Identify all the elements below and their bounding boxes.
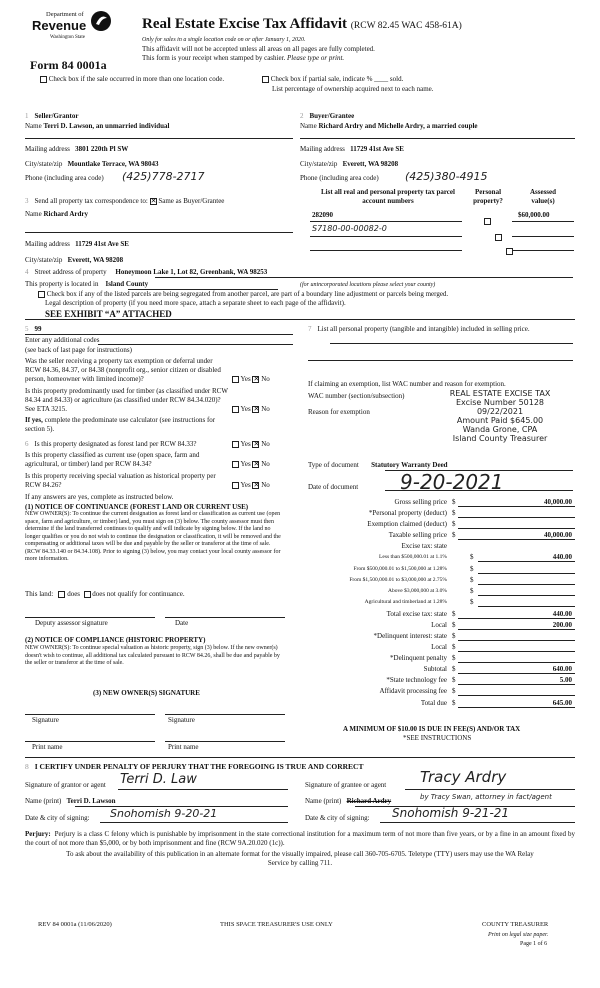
buyer-name-row	[300, 122, 478, 131]
tax-row-label: Excise tax: state	[401, 542, 447, 550]
sec5-code-row	[25, 325, 42, 334]
sec6-q3: Is this property receiving special valuation as historical property per RCW 84.26?	[25, 472, 216, 489]
does-not-label: does not qualify for continuance.	[92, 590, 185, 598]
yes-label: Yes	[240, 481, 251, 489]
sec5-q1-no-checkbox[interactable]	[252, 376, 259, 383]
perjury-block	[25, 830, 575, 848]
any-answers-yes: If any answers are yes, complete as instructed below.	[25, 493, 174, 501]
buyer-phone-row	[300, 174, 379, 183]
sec3-name-label: Name	[25, 210, 42, 218]
seller-name-label: Name	[25, 122, 42, 130]
perjury-label: Perjury:	[25, 830, 51, 838]
buyer-name[interactable]: Richard Ardry and Michelle Ardry, a married couple	[318, 122, 478, 130]
tax-row-dollar: $	[452, 531, 456, 539]
deputy-sig-label: Deputy assessor signature	[35, 619, 108, 627]
tax-row-value[interactable]: 40,000.00	[544, 498, 572, 506]
sec8-num: 8	[25, 762, 29, 771]
tax-row-dollar: $	[452, 665, 456, 673]
does-not-checkbox[interactable]	[84, 591, 91, 598]
this-land-label: This land:	[25, 590, 54, 598]
grantee-signature[interactable]: Tracy Ardry	[420, 768, 507, 786]
codes-label: Enter any additional codes	[25, 336, 100, 344]
footer-legal: Print on legal size paper.	[488, 932, 549, 938]
sec4-num: 4	[25, 268, 29, 276]
tax-row-dollar: $	[452, 676, 456, 684]
tax-row-value[interactable]: 40,000.00	[544, 531, 572, 539]
tax-row-value[interactable]: 5.00	[559, 676, 572, 684]
tax-row-label: Above $3,000,000 at 3.0%	[388, 588, 447, 594]
tax-row-label: Taxable selling price	[388, 531, 447, 539]
no-label: No	[261, 375, 270, 383]
tax-row-line	[458, 640, 575, 641]
sec6-q2-yes-checkbox[interactable]	[232, 461, 239, 468]
see-instructions: *SEE INSTRUCTIONS	[403, 734, 472, 742]
minimum-note: A MINIMUM OF $10.00 IS DUE IN FEE(S) AND/OR TAX	[343, 725, 521, 733]
located-label: This property is located in	[25, 280, 99, 288]
seller-phone-label: Phone (including area code)	[25, 174, 104, 182]
form-number: Form 84 0001a	[30, 58, 107, 72]
seller-name[interactable]: Terri D. Lawson, an unmarried individual	[43, 122, 170, 130]
yes-label: Yes	[240, 405, 251, 413]
legal-desc-label: Legal description of property (if you need more space, attach a separate sheet to each page of the affidavit).	[45, 299, 346, 307]
parcel-2[interactable]: S7180-00-00082-0	[312, 224, 387, 233]
sig2-label: Signature	[168, 716, 195, 724]
sec2-heading	[300, 112, 354, 121]
property-address[interactable]: Honeymoon Lake 1, Lot 82, Greenbank, WA 98253	[115, 268, 268, 276]
grantee-name[interactable]: Richard Ardry	[346, 797, 392, 805]
multi-location-label: Check box if the sale occurred in more than one location code.	[48, 75, 225, 83]
stamp-line5: Wanda Grone, CPA	[462, 425, 538, 434]
tax-row-line	[458, 651, 575, 652]
this-land-row	[25, 590, 185, 599]
sec5-num: 5	[25, 325, 29, 333]
buyer-city-row	[300, 160, 398, 169]
exemption-claim: If claiming an exemption, list WAC number and reason for exemption.	[308, 380, 506, 388]
tax-row-label: Local	[431, 643, 447, 651]
tax-row-label: From $500,000.01 to $1,500,000 at 1.28%	[353, 566, 447, 572]
ifyes-text: complete the predominate use calculator (see instructions for section 5).	[25, 416, 216, 433]
sec6-q1	[25, 440, 197, 449]
see-last-page: (see back of last page for instructions)	[25, 346, 132, 354]
buyer-name-label: Name	[300, 122, 317, 130]
stamp-line2: Excise Number 50128	[455, 398, 545, 407]
notice1-body: NEW OWNER(S): To continue the current designation as forest land or classification as current use (open space, farm and agriculture, or timber) land, you must sign on (3) below. The county assessor must then determine if the land transferred continues to qualify and will indicate by signing below. If the land no longer qualifies or you do not wish to continue the designation or classification, it will be removed and the compensating or additional taxes will be due and payable by the seller or transferor at the time of sale. (RCW 84.33.140 or 84.34.108). Prior to signing (3) below, you may contact your local county assessor for more information.	[25, 511, 281, 562]
buyer-phone-label: Phone (including area code)	[300, 174, 379, 182]
tax-row-line	[478, 573, 575, 574]
seller-city-row	[25, 160, 158, 169]
seller-mail-label: Mailing address	[25, 145, 70, 153]
footer-page: Page 1 of 6	[520, 941, 548, 947]
unincorp-note: (for unincorporated locations please select your county)	[300, 282, 436, 288]
sec3-row	[25, 197, 224, 206]
no-label: No	[261, 481, 270, 489]
seller-city[interactable]: Mountlake Terrace, WA 98043	[67, 160, 159, 168]
logo-dept: Department of	[46, 11, 84, 18]
stamp-line3: 09/22/2021	[476, 407, 524, 416]
tax-row-line	[458, 662, 575, 663]
segregated-label: Check box if any of the listed parcels are being segregated from another parcel, are part of a boundary line adjustment or parcels being merged.	[46, 290, 449, 298]
sec4-address-row	[25, 268, 267, 277]
assessed-1[interactable]: $60,000.00	[518, 211, 550, 219]
parcel-header: List all real and personal property tax parcel account numbers	[321, 188, 455, 205]
sec3-num: 3	[25, 197, 29, 205]
title-rcw: (RCW 82.45 WAC 458-61A)	[350, 21, 462, 31]
grantor-name-label: Name (print)	[25, 797, 62, 805]
tax-row-dollar: $	[470, 553, 474, 561]
reason-label: Reason for exemption	[308, 408, 370, 416]
tax-row-line	[458, 517, 575, 518]
new-owner-sig-title: (3) NEW OWNER(S) SIGNATURE	[93, 689, 200, 697]
buyer-city[interactable]: Everett, WA 98208	[342, 160, 399, 168]
seller-phone[interactable]: (425)778-2717	[122, 170, 205, 183]
buyer-mail-label: Mailing address	[300, 145, 345, 153]
tax-row-dollar: $	[470, 587, 474, 595]
perjury-text: Perjury is a class C felony which is punishable by imprisonment in the state correctional institution for a maximum term of not more than five years, or by a fine in an amount fixed by the court of not more than $5,000, or by both imprisonment and fine (RCW 9A.20.020 (1c)).	[25, 830, 575, 847]
notice2-body: NEW OWNER(S): To continue special valuation as historic property, sign (3) below. If the new owner(s) doesn't wish to continue, all additional tax calculated pursuant to RCW 84.26, shall be due and payable by the seller or transferor at the time of sale.	[25, 645, 280, 666]
print2-label: Print name	[168, 743, 199, 751]
header-sub2: This affidavit will not be accepted unless all areas on all pages are fully completed.	[142, 45, 375, 53]
footer-space: THIS SPACE TREASURER'S USE ONLY	[220, 921, 333, 928]
no-label: No	[261, 405, 270, 413]
wa-swoosh-icon	[90, 10, 112, 32]
tax-row-label: Less than $500,000.01 at 1.1%	[379, 554, 447, 560]
sec8-title-text: I CERTIFY UNDER PENALTY OF PERJURY THAT THE FOREGOING IS TRUE AND CORRECT	[34, 762, 364, 771]
tax-row-label: Subtotal	[423, 665, 447, 673]
header-sub1: Only for sales in a single location code on or after January 1, 2020.	[142, 37, 306, 43]
sec1-heading	[25, 112, 78, 121]
stamp-line1: REAL ESTATE EXCISE TAX	[449, 389, 551, 398]
sec4-located-row	[25, 280, 148, 289]
sec1-title: Seller/Grantor	[34, 112, 79, 120]
sec7-num: 7	[308, 325, 312, 333]
sec5-q2-yes-checkbox[interactable]	[232, 406, 239, 413]
doc-type[interactable]: Statutory Warranty Deed	[371, 461, 448, 469]
segregated-checkbox[interactable]	[38, 291, 45, 298]
wac-label: WAC number (section/subsection)	[308, 392, 405, 400]
tax-row-label: Local	[431, 621, 447, 629]
sec3-city-label: City/state/zip	[25, 256, 63, 264]
sec3-mail-row	[25, 240, 129, 249]
footer-rev: REV 84 0001a (11/06/2020)	[38, 921, 112, 928]
personal-header: Personal property?	[473, 188, 503, 205]
tax-row-dollar: $	[452, 498, 456, 506]
grantor-name-row	[25, 797, 116, 806]
yes-label: Yes	[240, 440, 251, 448]
sec6-q3-answer[interactable]	[232, 481, 270, 490]
header-sub3b: Please type or print.	[287, 54, 345, 62]
grantee-date-city[interactable]: Snohomish 9-21-21	[392, 806, 510, 820]
logo-revenue: Revenue	[32, 18, 87, 33]
buyer-phone[interactable]: (425)380-4915	[405, 170, 488, 183]
grantee-agent[interactable]: by Tracy Swan, attorney in fact/agent	[420, 793, 552, 801]
seller-mail[interactable]: 3801 220th Pl SW	[75, 145, 129, 153]
dor-logo	[30, 8, 116, 52]
tax-row-label: Total due	[420, 699, 447, 707]
tax-row-dollar: $	[452, 643, 456, 651]
personal-3-checkbox[interactable]	[506, 248, 513, 255]
sec6-q1-answer[interactable]	[232, 440, 270, 449]
sec6-q3-no-checkbox[interactable]	[252, 482, 259, 489]
footer-county: COUNTY TREASURER	[482, 921, 549, 928]
yes-label: Yes	[240, 460, 251, 468]
partial-sale-check[interactable]: Check box if partial sale, indicate % ____ sold.	[262, 75, 403, 84]
yes-label: Yes	[240, 375, 251, 383]
sec3-name[interactable]: Richard Ardry	[43, 210, 88, 218]
sec4-label: Street address of property	[34, 268, 107, 276]
sec3-city[interactable]: Everett, WA 98208	[67, 256, 124, 264]
sec6-q1-no-checkbox[interactable]	[252, 441, 259, 448]
tax-row-value[interactable]: 440.00	[552, 610, 572, 618]
list-percentage-note: List percentage of ownership acquired next to each name.	[272, 85, 434, 93]
tax-row-label: Affidavit processing fee	[379, 687, 447, 695]
grantor-date-city[interactable]: Snohomish 9-20-21	[110, 807, 218, 820]
grantee-sig-label: Signature of grantee or agent	[305, 781, 387, 789]
tax-row-label: *Delinquent interest: state	[373, 632, 447, 640]
ifyes-bold: If yes,	[25, 416, 43, 424]
tax-row-label: *State technology fee	[386, 676, 447, 684]
sec5-q1-yes-checkbox[interactable]	[232, 376, 239, 383]
tax-row-label: Agricultural and timberland at 1.28%	[364, 599, 447, 605]
sec6-q2: Is this property classified as current use (open space, farm and agricultural, or timber) land per RCW 84.34?	[25, 451, 200, 468]
header-sub3a: This form is your receipt when stamped by cashier.	[142, 54, 286, 62]
tax-row-label: *Personal property (deduct)	[368, 509, 447, 517]
sec5-q2-no-checkbox[interactable]	[252, 406, 259, 413]
sec1-num: 1	[25, 112, 29, 120]
sec3-mail[interactable]: 11729 41st Ave SE	[75, 240, 129, 248]
sec8-title	[25, 762, 363, 771]
doc-type-label: Type of document	[308, 461, 359, 469]
multi-location-checkbox[interactable]	[40, 76, 47, 83]
tax-row-line	[458, 695, 575, 696]
tax-row-line	[478, 584, 575, 585]
tax-row-dollar: $	[470, 598, 474, 606]
tax-row-value[interactable]: 200.00	[552, 621, 572, 629]
sec6-q3-yes-checkbox[interactable]	[232, 482, 239, 489]
sec3-label: Send all property tax correspondence to:	[34, 197, 148, 205]
sec5-code[interactable]: 99	[34, 325, 42, 333]
availability-note: To ask about the availability of this publication in an alternate format for the visually impaired, please call 360-705-6705. Teletype (TTY) users may use the WA Relay Service by calling 711.	[66, 850, 534, 867]
sec6-q2-no-checkbox[interactable]	[252, 461, 259, 468]
buyer-mail[interactable]: 11729 41st Ave SE	[350, 145, 404, 153]
tax-row-label: Total excise tax: state	[386, 610, 447, 618]
seller-phone-row	[25, 174, 104, 183]
partial-sale-label: Check box if partial sale, indicate %	[270, 75, 373, 83]
grantor-signature[interactable]: Terri D. Law	[120, 772, 197, 787]
seller-name-row	[25, 122, 169, 131]
grantor-name[interactable]: Terri D. Lawson	[66, 797, 116, 805]
buyer-city-label: City/state/zip	[300, 160, 338, 168]
sec5-q1: Was the seller receiving a property tax exemption or deferral under RCW 84.36, 84.37, or 84.38 (nonprofit org., senior citizen or disabled person, homeowner with limited income)?	[25, 357, 221, 383]
grantor-sig-label: Signature of grantor or agent	[25, 781, 106, 789]
sec5-q2-answer[interactable]	[232, 405, 270, 414]
notice1-title: (1) NOTICE OF CONTINUANCE (FOREST LAND OR CURRENT USE)	[25, 503, 249, 511]
tax-row-dollar: $	[470, 565, 474, 573]
segregated-check[interactable]	[38, 290, 448, 299]
tax-row-label: From $1,500,000.01 to $3,000,000 at 2.75%	[349, 577, 447, 583]
grantor-date-label: Date & city of signing:	[25, 814, 90, 822]
does-checkbox[interactable]	[58, 591, 65, 598]
sec3-name-row	[25, 210, 88, 219]
does-label: does	[67, 590, 81, 598]
tax-row-dollar: $	[452, 621, 456, 629]
sec2-num: 2	[300, 112, 304, 120]
personal-1-checkbox[interactable]	[484, 218, 491, 225]
tax-row-dollar: $	[452, 687, 456, 695]
same-as-buyer-label: Same as Buyer/Grantee	[158, 197, 225, 205]
parcel-1[interactable]: 282090	[312, 211, 333, 219]
sec5-q1-answer[interactable]	[232, 375, 270, 384]
partial-sale-checkbox[interactable]	[262, 76, 269, 83]
sec6-q1-yes-checkbox[interactable]	[232, 441, 239, 448]
notice2-title: (2) NOTICE OF COMPLIANCE (HISTORIC PROPERTY)	[25, 636, 206, 644]
tax-row-dollar: $	[452, 610, 456, 618]
sec7-label	[308, 325, 573, 334]
tax-row-line	[478, 606, 575, 607]
seller-city-label: City/state/zip	[25, 160, 63, 168]
treasurer-stamp	[420, 389, 580, 443]
no-label: No	[261, 460, 270, 468]
tax-row-dollar: $	[452, 699, 456, 707]
county[interactable]: Island County	[105, 280, 149, 288]
logo-state: Washington State	[50, 35, 86, 40]
tax-row-line	[478, 595, 575, 596]
stamp-line4: Amount Paid $645.00	[456, 416, 544, 425]
print1-label: Print name	[32, 743, 63, 751]
doc-date-label: Date of document	[308, 483, 359, 491]
sec3-city-row	[25, 256, 123, 265]
header-sub3	[142, 54, 344, 63]
tax-row-line	[458, 528, 575, 529]
sec6-q2-answer[interactable]	[232, 460, 270, 469]
personal-2-checkbox[interactable]	[495, 234, 502, 241]
sig1-label: Signature	[32, 716, 59, 724]
tax-row-label: Exemption claimed (deduct)	[367, 520, 447, 528]
sec6-q1-text: Is this property designated as forest land per RCW 84.33?	[34, 440, 197, 448]
sec5-q2: Is this property predominantly used for timber (as classified under RCW 84.34 and 84.33) or agriculture (as classified under RCW 84.34.020)? See ETA 3215.	[25, 387, 228, 413]
sec2-title: Buyer/Grantee	[309, 112, 355, 120]
deputy-date-label: Date	[175, 619, 189, 627]
tax-row-dollar: $	[452, 654, 456, 662]
sec6-num: 6	[25, 440, 29, 448]
same-as-buyer-checkbox[interactable]	[150, 198, 157, 205]
grantee-date-label: Date & city of signing:	[305, 814, 370, 822]
doc-date[interactable]: 9-20-2021	[400, 470, 504, 494]
grantee-name-row	[305, 797, 391, 806]
tax-row-dollar: $	[452, 632, 456, 640]
tax-row-dollar: $	[452, 509, 456, 517]
tax-row-line	[458, 684, 575, 685]
tax-row-value[interactable]: 645.00	[552, 699, 572, 707]
buyer-mail-row	[300, 145, 404, 154]
tax-row-value[interactable]: 640.00	[552, 665, 572, 673]
tax-row-value[interactable]: 440.00	[552, 553, 572, 561]
tax-row-label: *Delinquent penalty	[390, 654, 447, 662]
partial-sale-tail: sold.	[389, 75, 404, 83]
exhibit-a: SEE EXHIBIT “A” ATTACHED	[45, 309, 172, 319]
form-title	[142, 16, 462, 33]
tax-row-label: Gross selling price	[394, 498, 447, 506]
grantee-name-label: Name (print)	[305, 797, 342, 805]
sec5-ifyes	[25, 416, 230, 434]
sec7-text: List all personal property (tangible and intangible) included in selling price.	[317, 325, 530, 333]
seller-mail-row	[25, 145, 128, 154]
assessed-header: Assessed value(s)	[529, 188, 557, 205]
sec3-mail-label: Mailing address	[25, 240, 70, 248]
doc-type-row	[308, 461, 448, 470]
multi-location-check[interactable]	[40, 75, 224, 84]
stamp-line6: Island County Treasurer	[452, 434, 548, 443]
tax-row-dollar: $	[452, 520, 456, 528]
title-text: Real Estate Excise Tax Affidavit	[142, 16, 347, 32]
tax-row-dollar: $	[470, 576, 474, 584]
no-label: No	[261, 440, 270, 448]
